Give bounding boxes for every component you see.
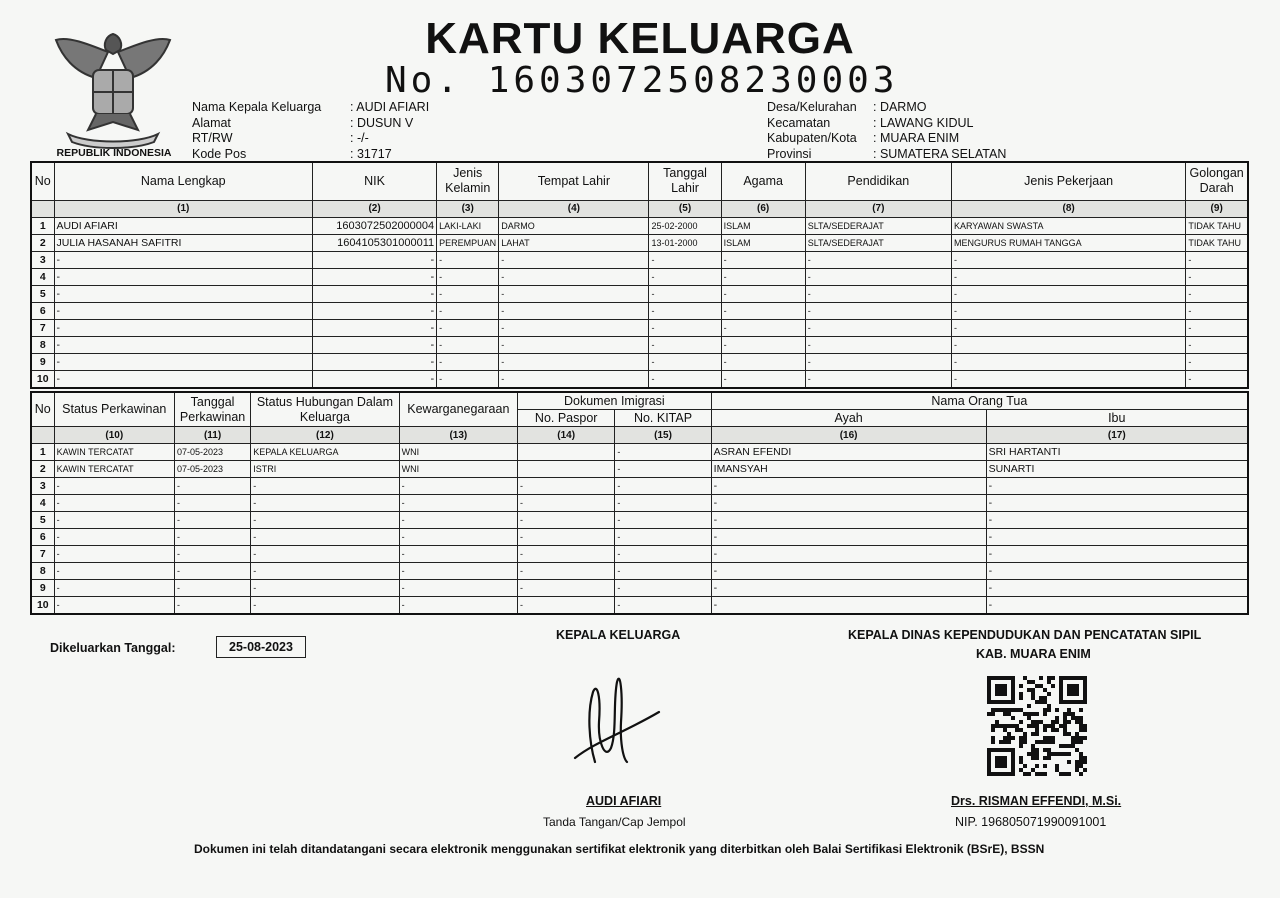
cell-ibu: -: [986, 478, 1248, 495]
cell-status-hubungan: -: [251, 478, 399, 495]
cell-tanggal-perkawinan: -: [174, 563, 250, 580]
document-title: KARTU KELUARGA: [425, 14, 855, 63]
table-row: [31, 302, 1248, 319]
cell-status-perkawinan: -: [54, 597, 174, 615]
cell-jenis-pekerjaan: -: [951, 302, 1185, 319]
cell-tanggal-lahir: 13-01-2000: [649, 234, 721, 251]
cell-jenis-kelamin: -: [437, 370, 499, 388]
col-header-no-paspor: No. Paspor: [518, 410, 615, 427]
table-row: [31, 336, 1248, 353]
cell-golongan-darah: -: [1186, 251, 1248, 268]
table-row: [31, 495, 1248, 512]
cell-pendidikan: -: [805, 268, 951, 285]
cell-golongan-darah: -: [1186, 319, 1248, 336]
table-row: [31, 512, 1248, 529]
table-row: [31, 234, 1248, 251]
kepala-keluarga-caption: Tanda Tangan/Cap Jempol: [543, 815, 686, 829]
cell-nama-lengkap: -: [54, 370, 312, 388]
cell-agama: ISLAM: [721, 217, 805, 234]
header-value: : DUSUN V: [350, 115, 414, 130]
cell-no-kitap: -: [615, 512, 711, 529]
cell-tempat-lahir: -: [499, 302, 649, 319]
cell-ayah: IMANSYAH: [711, 461, 986, 478]
family-members-table: [30, 161, 1249, 389]
col-number: (11): [174, 427, 250, 444]
cell-jenis-kelamin: -: [437, 336, 499, 353]
cell-nik: -: [312, 336, 436, 353]
cell-pendidikan: -: [805, 302, 951, 319]
cell-tempat-lahir: -: [499, 370, 649, 388]
col-number: (7): [805, 200, 951, 217]
header-value: : -/-: [350, 131, 369, 145]
cell-jenis-kelamin: -: [437, 353, 499, 370]
cell-nama-lengkap: -: [54, 285, 312, 302]
cell-golongan-darah: -: [1186, 336, 1248, 353]
cell-nama-lengkap: -: [54, 302, 312, 319]
col-number: (9): [1186, 200, 1248, 217]
table-row: [31, 580, 1248, 597]
col-header-kewarganegaraan: Kewarganegaraan: [399, 392, 517, 427]
cell-no: 10: [31, 370, 54, 388]
col-header-ayah: Ayah: [711, 410, 986, 427]
cell-agama: -: [721, 370, 805, 388]
cell-nik: -: [312, 353, 436, 370]
cell-status-hubungan: ISTRI: [251, 461, 399, 478]
cell-jenis-pekerjaan: -: [951, 285, 1185, 302]
cell-nik: -: [312, 268, 436, 285]
header-right-labels: [767, 100, 857, 162]
table-row: [31, 461, 1248, 478]
cell-tanggal-perkawinan: -: [174, 597, 250, 615]
col-header-tanggal-perkawinan: Tanggal Perkawinan: [174, 392, 250, 427]
cell-jenis-pekerjaan: MENGURUS RUMAH TANGGA: [951, 234, 1185, 251]
col-number: (12): [251, 427, 399, 444]
cell-no: 8: [31, 563, 54, 580]
cell-status-perkawinan: -: [54, 546, 174, 563]
cell-no: 9: [31, 353, 54, 370]
cell-nik: -: [312, 319, 436, 336]
document-number: No. 1603072508230003: [385, 60, 899, 101]
cell-pendidikan: SLTA/SEDERAJAT: [805, 234, 951, 251]
cell-agama: -: [721, 285, 805, 302]
cell-ayah: -: [711, 478, 986, 495]
col-number: (16): [711, 427, 986, 444]
cell-tanggal-perkawinan: -: [174, 529, 250, 546]
cell-tempat-lahir: -: [499, 353, 649, 370]
cell-ibu: -: [986, 546, 1248, 563]
cell-golongan-darah: TIDAK TAHU: [1186, 234, 1248, 251]
cell-status-hubungan: -: [251, 529, 399, 546]
cell-jenis-kelamin: -: [437, 319, 499, 336]
cell-status-perkawinan: -: [54, 563, 174, 580]
table-row: [31, 529, 1248, 546]
cell-no-paspor: -: [518, 563, 615, 580]
header-value: : DARMO: [873, 100, 927, 114]
cell-tanggal-lahir: -: [649, 251, 721, 268]
cell-status-hubungan: -: [251, 563, 399, 580]
cell-status-perkawinan: -: [54, 512, 174, 529]
cell-no: 7: [31, 319, 54, 336]
cell-golongan-darah: -: [1186, 285, 1248, 302]
cell-nik: 1603072502000004: [312, 217, 436, 234]
cell-agama: -: [721, 268, 805, 285]
cell-pendidikan: -: [805, 251, 951, 268]
cell-tanggal-lahir: -: [649, 370, 721, 388]
civil-status-rows: [31, 444, 1248, 615]
cell-tanggal-lahir: -: [649, 302, 721, 319]
cell-tanggal-lahir: -: [649, 285, 721, 302]
cell-no: 3: [31, 478, 54, 495]
cell-nik: 1604105301000011: [312, 234, 436, 251]
cell-agama: ISLAM: [721, 234, 805, 251]
dinas-heading: KEPALA DINAS KEPENDUDUKAN DAN PENCATATAN SIPIL: [848, 628, 1202, 642]
cell-jenis-pekerjaan: -: [951, 319, 1185, 336]
cell-tanggal-lahir: 25-02-2000: [649, 217, 721, 234]
cell-no: 1: [31, 444, 54, 461]
header-label: Alamat: [192, 115, 231, 130]
col-number: (2): [312, 200, 436, 217]
cell-pendidikan: -: [805, 336, 951, 353]
col-header-nama: Nama Lengkap: [54, 162, 312, 200]
cell-no: 1: [31, 217, 54, 234]
kepala-keluarga-heading: KEPALA KELUARGA: [556, 628, 681, 642]
cell-agama: -: [721, 336, 805, 353]
cell-tanggal-perkawinan: -: [174, 512, 250, 529]
cell-jenis-pekerjaan: -: [951, 268, 1185, 285]
cell-jenis-kelamin: -: [437, 251, 499, 268]
cell-no-paspor: -: [518, 495, 615, 512]
cell-jenis-pekerjaan: -: [951, 353, 1185, 370]
cell-agama: -: [721, 319, 805, 336]
cell-nama-lengkap: -: [54, 336, 312, 353]
cell-no-kitap: -: [615, 461, 711, 478]
cell-status-hubungan: -: [251, 546, 399, 563]
cell-nik: -: [312, 302, 436, 319]
cell-kewarganegaraan: -: [399, 495, 517, 512]
dinas-subheading: KAB. MUARA ENIM: [976, 647, 1091, 661]
cell-no: 2: [31, 461, 54, 478]
cell-jenis-pekerjaan: KARYAWAN SWASTA: [951, 217, 1185, 234]
col-header-status-hubungan: Status Hubungan Dalam Keluarga: [251, 392, 399, 427]
cell-ibu: -: [986, 529, 1248, 546]
cell-status-perkawinan: -: [54, 529, 174, 546]
table-row: [31, 285, 1248, 302]
col-number: (10): [54, 427, 174, 444]
col-number: (6): [721, 200, 805, 217]
col-number: (1): [54, 200, 312, 217]
cell-tanggal-perkawinan: 07-05-2023: [174, 461, 250, 478]
col-header-agama: Agama: [721, 162, 805, 200]
col-number: (4): [499, 200, 649, 217]
cell-agama: -: [721, 353, 805, 370]
cell-no-kitap: -: [615, 580, 711, 597]
cell-nik: -: [312, 370, 436, 388]
cell-jenis-kelamin: LAKI-LAKI: [437, 217, 499, 234]
table-row: [31, 546, 1248, 563]
garuda-emblem-icon: [48, 26, 178, 158]
header-right-values: [873, 100, 1006, 162]
cell-no-kitap: -: [615, 495, 711, 512]
cell-ayah: -: [711, 529, 986, 546]
table-row: [31, 319, 1248, 336]
civil-status-table: [30, 391, 1249, 615]
col-header-jenis-kelamin: Jenis Kelamin: [437, 162, 499, 200]
cell-pendidikan: SLTA/SEDERAJAT: [805, 217, 951, 234]
col-number: (17): [986, 427, 1248, 444]
cell-jenis-kelamin: -: [437, 268, 499, 285]
cell-ibu: SUNARTI: [986, 461, 1248, 478]
cell-no: 8: [31, 336, 54, 353]
cell-status-perkawinan: -: [54, 495, 174, 512]
cell-pendidikan: -: [805, 285, 951, 302]
cell-no-kitap: -: [615, 478, 711, 495]
cell-no-kitap: -: [615, 529, 711, 546]
cell-ibu: -: [986, 597, 1248, 615]
cell-kewarganegaraan: -: [399, 529, 517, 546]
header-left-labels: [192, 100, 321, 162]
cell-tanggal-perkawinan: 07-05-2023: [174, 444, 250, 461]
cell-no: 6: [31, 302, 54, 319]
cell-jenis-kelamin: -: [437, 302, 499, 319]
col-header-tempat-lahir: Tempat Lahir: [499, 162, 649, 200]
dinas-official-name: Drs. RISMAN EFFENDI, M.Si.: [951, 794, 1122, 808]
col-number: (3): [437, 200, 499, 217]
cell-ibu: -: [986, 512, 1248, 529]
header-value: : LAWANG KIDUL: [873, 115, 974, 130]
table-row: [31, 563, 1248, 580]
header-value: : AUDI AFIARI: [350, 100, 430, 114]
col-header-pendidikan: Pendidikan: [805, 162, 951, 200]
cell-kewarganegaraan: -: [399, 512, 517, 529]
cell-agama: -: [721, 251, 805, 268]
header-value: : SUMATERA SELATAN: [873, 146, 1007, 161]
header-label: Nama Kepala Keluarga: [192, 100, 322, 114]
cell-tempat-lahir: -: [499, 319, 649, 336]
cell-kewarganegaraan: -: [399, 478, 517, 495]
cell-kewarganegaraan: WNI: [399, 444, 517, 461]
cell-nama-lengkap: -: [54, 353, 312, 370]
issued-date-label: Dikeluarkan Tanggal:: [50, 641, 176, 655]
cell-nama-lengkap: AUDI AFIARI: [54, 217, 312, 234]
cell-no: 6: [31, 529, 54, 546]
cell-ibu: -: [986, 580, 1248, 597]
cell-status-perkawinan: -: [54, 580, 174, 597]
table-row: [31, 268, 1248, 285]
table-row: [31, 353, 1248, 370]
cell-tanggal-lahir: -: [649, 336, 721, 353]
cell-tempat-lahir: -: [499, 285, 649, 302]
cell-status-hubungan: KEPALA KELUARGA: [251, 444, 399, 461]
cell-jenis-pekerjaan: -: [951, 370, 1185, 388]
header-left-values: [350, 100, 429, 162]
cell-status-hubungan: -: [251, 495, 399, 512]
cell-nik: -: [312, 251, 436, 268]
table-row: [31, 251, 1248, 268]
cell-nama-lengkap: JULIA HASANAH SAFITRI: [54, 234, 312, 251]
cell-tanggal-perkawinan: -: [174, 546, 250, 563]
header-value: : MUARA ENIM: [873, 131, 960, 145]
cell-no: 10: [31, 597, 54, 615]
cell-no-paspor: [518, 444, 615, 461]
cell-tempat-lahir: DARMO: [499, 217, 649, 234]
cell-tempat-lahir: -: [499, 251, 649, 268]
cell-no-paspor: -: [518, 529, 615, 546]
cell-agama: -: [721, 302, 805, 319]
cell-no: 3: [31, 251, 54, 268]
cell-golongan-darah: -: [1186, 302, 1248, 319]
electronic-signature-note: Dokumen ini telah ditandatangani secara elektronik menggunakan sertifikat elektronik yang diterbitkan oleh Balai Sertifikasi Elektronik (BSrE), BSSN: [194, 842, 1045, 856]
col-header-no: No: [31, 392, 54, 427]
cell-kewarganegaraan: -: [399, 597, 517, 615]
col-header-nama-orang-tua: Nama Orang Tua: [711, 392, 1248, 410]
header-label: Provinsi: [767, 146, 812, 161]
cell-tanggal-perkawinan: -: [174, 580, 250, 597]
cell-no-paspor: -: [518, 580, 615, 597]
header-label: Desa/Kelurahan: [767, 100, 857, 114]
col-number: (14): [518, 427, 615, 444]
cell-no: 2: [31, 234, 54, 251]
cell-ibu: SRI HARTANTI: [986, 444, 1248, 461]
cell-nik: -: [312, 285, 436, 302]
cell-no: 7: [31, 546, 54, 563]
cell-pendidikan: -: [805, 319, 951, 336]
cell-ibu: -: [986, 495, 1248, 512]
col-header-no: No: [31, 162, 54, 200]
header-value: : 31717: [350, 146, 392, 161]
cell-kewarganegaraan: -: [399, 546, 517, 563]
cell-no-paspor: [518, 461, 615, 478]
cell-golongan-darah: -: [1186, 353, 1248, 370]
cell-status-perkawinan: KAWIN TERCATAT: [54, 444, 174, 461]
cell-ayah: ASRAN EFENDI: [711, 444, 986, 461]
emblem-caption: REPUBLIK INDONESIA: [56, 147, 172, 159]
cell-golongan-darah: TIDAK TAHU: [1186, 217, 1248, 234]
cell-jenis-kelamin: PEREMPUAN: [437, 234, 499, 251]
col-number: (13): [399, 427, 517, 444]
cell-tempat-lahir: -: [499, 336, 649, 353]
cell-no: 5: [31, 285, 54, 302]
header-label: Kode Pos: [192, 146, 247, 161]
cell-no: 4: [31, 495, 54, 512]
cell-nama-lengkap: -: [54, 268, 312, 285]
table-row: [31, 370, 1248, 388]
col-header-dokumen-imigrasi: Dokumen Imigrasi: [518, 392, 712, 410]
col-header-ibu: Ibu: [986, 410, 1248, 427]
cell-status-hubungan: -: [251, 597, 399, 615]
cell-nama-lengkap: -: [54, 251, 312, 268]
cell-no-kitap: -: [615, 444, 711, 461]
cell-ayah: -: [711, 546, 986, 563]
qr-code-icon: [987, 676, 1087, 776]
kepala-keluarga-name: AUDI AFIARI: [586, 794, 662, 808]
col-header-tanggal-lahir: Tanggal Lahir: [649, 162, 721, 200]
family-members-rows: [31, 217, 1248, 388]
cell-no: 9: [31, 580, 54, 597]
header-label: RT/RW: [192, 131, 233, 145]
cell-tanggal-perkawinan: -: [174, 495, 250, 512]
cell-status-perkawinan: -: [54, 478, 174, 495]
cell-jenis-pekerjaan: -: [951, 336, 1185, 353]
cell-status-perkawinan: KAWIN TERCATAT: [54, 461, 174, 478]
cell-no-paspor: -: [518, 478, 615, 495]
cell-nama-lengkap: -: [54, 319, 312, 336]
table-row: [31, 217, 1248, 234]
cell-tanggal-lahir: -: [649, 268, 721, 285]
cell-no-paspor: -: [518, 597, 615, 615]
table-row: [31, 597, 1248, 615]
col-number: (15): [615, 427, 711, 444]
cell-no-paspor: -: [518, 546, 615, 563]
cell-ayah: -: [711, 580, 986, 597]
cell-status-hubungan: -: [251, 512, 399, 529]
cell-ibu: -: [986, 563, 1248, 580]
col-header-status-perkawinan: Status Perkawinan: [54, 392, 174, 427]
col-number-blank: [31, 200, 54, 217]
table-row: [31, 444, 1248, 461]
cell-jenis-pekerjaan: -: [951, 251, 1185, 268]
cell-jenis-kelamin: -: [437, 285, 499, 302]
cell-tanggal-lahir: -: [649, 319, 721, 336]
signature-icon: [565, 662, 665, 780]
cell-no-kitap: -: [615, 563, 711, 580]
cell-ayah: -: [711, 597, 986, 615]
col-header-nik: NIK: [312, 162, 436, 200]
col-number: (5): [649, 200, 721, 217]
cell-tempat-lahir: LAHAT: [499, 234, 649, 251]
cell-no: 5: [31, 512, 54, 529]
col-number-blank: [31, 427, 54, 444]
cell-kewarganegaraan: -: [399, 563, 517, 580]
cell-no: 4: [31, 268, 54, 285]
cell-ayah: -: [711, 563, 986, 580]
cell-no-kitap: -: [615, 546, 711, 563]
cell-tempat-lahir: -: [499, 268, 649, 285]
col-header-golongan-darah: Golongan Darah: [1186, 162, 1248, 200]
header-label: Kabupaten/Kota: [767, 131, 857, 145]
col-number: (8): [951, 200, 1185, 217]
cell-tanggal-lahir: -: [649, 353, 721, 370]
header-label: Kecamatan: [767, 115, 831, 130]
cell-tanggal-perkawinan: -: [174, 478, 250, 495]
cell-ayah: -: [711, 495, 986, 512]
cell-no-paspor: -: [518, 512, 615, 529]
col-header-no-kitap: No. KITAP: [615, 410, 711, 427]
cell-pendidikan: -: [805, 370, 951, 388]
cell-golongan-darah: -: [1186, 370, 1248, 388]
dinas-official-nip: NIP. 196805071990091001: [955, 815, 1107, 829]
cell-ayah: -: [711, 512, 986, 529]
cell-pendidikan: -: [805, 353, 951, 370]
cell-status-hubungan: -: [251, 580, 399, 597]
cell-golongan-darah: -: [1186, 268, 1248, 285]
issued-date-value: 25-08-2023: [216, 636, 306, 658]
cell-kewarganegaraan: -: [399, 580, 517, 597]
cell-no-kitap: -: [615, 597, 711, 615]
cell-kewarganegaraan: WNI: [399, 461, 517, 478]
table-row: [31, 478, 1248, 495]
col-header-pekerjaan: Jenis Pekerjaan: [951, 162, 1185, 200]
